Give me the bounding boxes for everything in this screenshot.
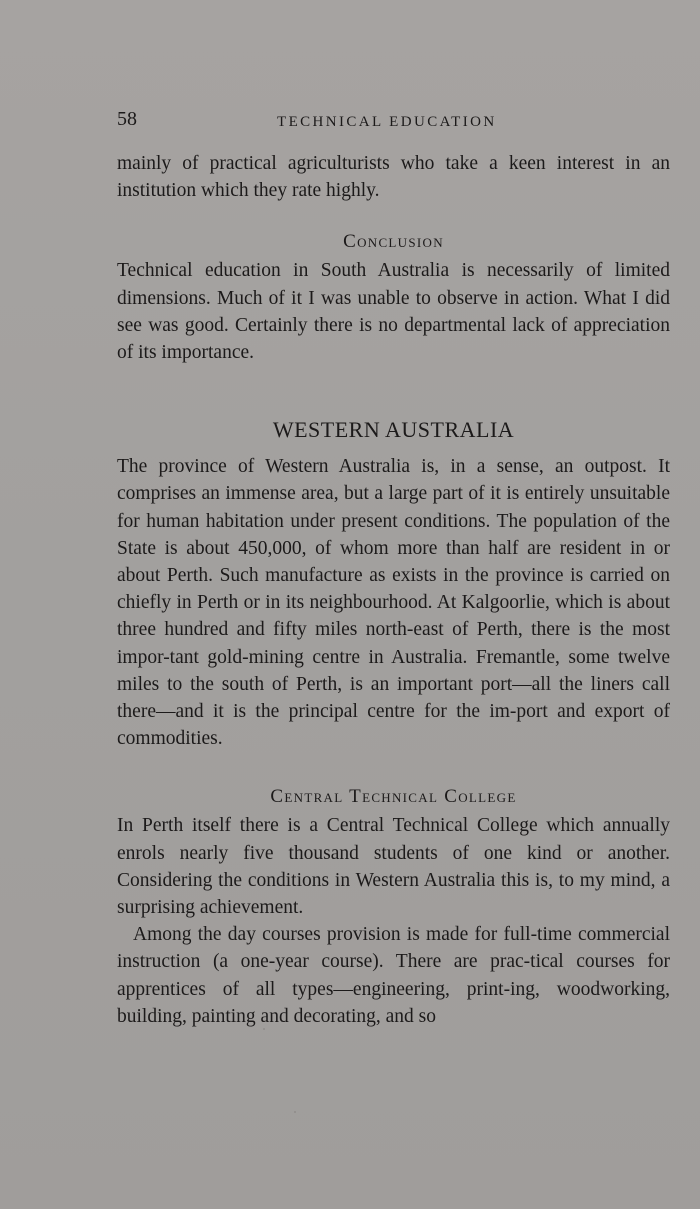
section-heading-western-australia: WESTERN AUSTRALIA bbox=[272, 417, 515, 443]
section-heading-central-technical-college: Central Technical College bbox=[270, 786, 517, 808]
section-heading-conclusion: Conclusion bbox=[343, 231, 444, 253]
paragraph-central-college: In Perth itself there is a Central Technical College which annually enrols nearly five thousand students of one kind or another. Considering the conditions in Western Australia this is, to my mind, a surprising achievement. bbox=[117, 815, 670, 919]
paper-speck bbox=[294, 1111, 296, 1113]
page-body bbox=[117, 150, 670, 1030]
paragraph-continuation: mainly of practical agriculturists who take a keen interest in an institution which they rate highly. bbox=[117, 153, 670, 202]
paper-speck bbox=[263, 1028, 265, 1030]
paragraph-conclusion: Technical education in South Australia is necessarily of limited dimensions. Much of it I was unable to observe in action. What I did see was good. Certainly there is no departmental lack of appreciation of its importance. bbox=[117, 260, 670, 364]
running-head: TECHNICAL EDUCATION bbox=[277, 114, 497, 130]
page-number: 58 bbox=[117, 108, 137, 130]
page-header bbox=[117, 108, 670, 140]
paragraph-western-australia: The province of Western Australia is, in a sense, an outpost. It comprises an immense area, but a large part of it is entirely unsuitable for human habitation under present conditions. The population of the State is about 450,000, of whom more than half are resident in or about Perth. Such manufacture as exists in the province is carried on chiefly in Perth or in its neighbourhood. At Kalgoorlie, which is about three hundred and fifty miles north-east of Perth, there is the most impor-tant gold-mining centre in Australia. Fremantle, some twelve miles to the south of Perth, is an important port—all the liners call there—and it is the principal centre for the im-port and export of commodities. bbox=[117, 456, 670, 750]
paragraph-day-courses: Among the day courses provision is made for full-time commercial instruction (a one-year course). There are prac-tical courses for apprentices of all types—engineering, print-ing, woodworking, building, painting and decorating, and so bbox=[117, 924, 670, 1027]
